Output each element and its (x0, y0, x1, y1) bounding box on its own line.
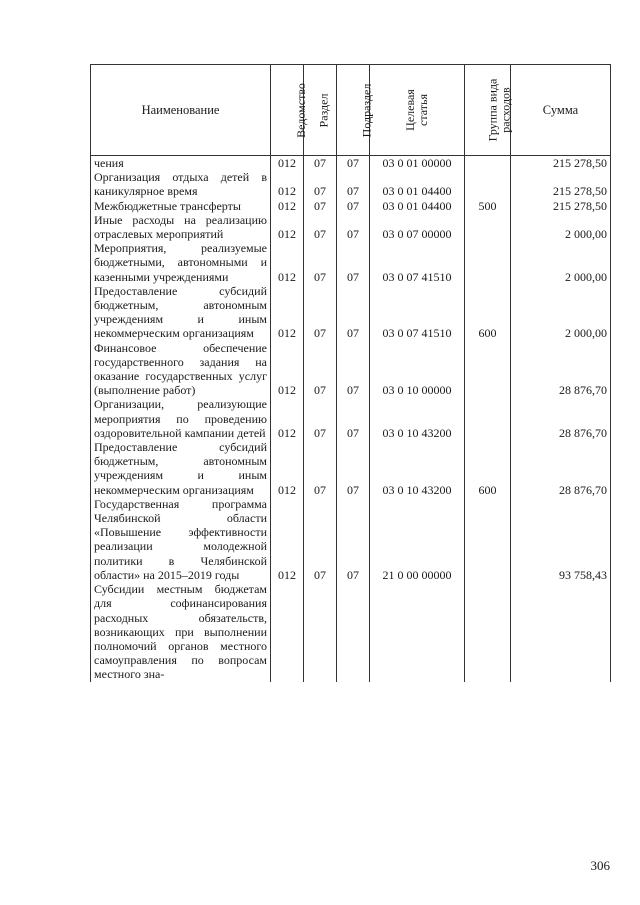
header-name: Наименование (91, 65, 271, 156)
table-row (91, 170, 611, 198)
row-vedomstvo-cell: 012 (271, 241, 304, 284)
row-razdel-cell: 07 (304, 170, 337, 198)
row-podrazdel-cell: 07 (337, 199, 370, 213)
row-celevaya-statya-cell (370, 582, 465, 681)
row-celevaya-statya-cell: 03 0 10 00000 (370, 341, 465, 398)
row-celevaya-statya-cell: 03 0 01 00000 (370, 156, 465, 171)
row-name-cell: Финансовое обеспечение государственного задания на оказание государственных услуг (выполнение работ) (91, 341, 271, 398)
row-name-cell: Организации, реализующие мероприятия по проведению оздоровительной кампании детей (91, 397, 271, 440)
row-vedomstvo-cell: 012 (271, 440, 304, 497)
row-gruppa-vida-cell (465, 397, 511, 440)
header-celevaya-statya: Целевая статья (370, 65, 465, 156)
row-podrazdel-cell: 07 (337, 341, 370, 398)
row-gruppa-vida-cell (465, 582, 511, 681)
row-celevaya-statya-cell: 03 0 01 04400 (370, 199, 465, 213)
row-gruppa-vida-cell: 600 (465, 440, 511, 497)
row-razdel-cell: 07 (304, 440, 337, 497)
row-celevaya-statya-cell: 03 0 07 00000 (370, 213, 465, 241)
row-gruppa-vida-cell (465, 341, 511, 398)
row-vedomstvo-cell (271, 582, 304, 681)
row-celevaya-statya-cell: 03 0 10 43200 (370, 397, 465, 440)
table-row (91, 582, 611, 681)
row-vedomstvo-cell: 012 (271, 199, 304, 213)
budget-table (90, 64, 611, 682)
row-name-cell: Мероприятия, реализуемые бюджетными, автономными и казенными учреждениями (91, 241, 271, 284)
table-row (91, 156, 611, 171)
table-row (91, 440, 611, 497)
row-vedomstvo-cell: 012 (271, 170, 304, 198)
row-summa-cell: 2 000,00 (511, 241, 611, 284)
row-summa-cell: 28 876,70 (511, 440, 611, 497)
row-celevaya-statya-cell: 03 0 07 41510 (370, 241, 465, 284)
row-podrazdel-cell: 07 (337, 397, 370, 440)
row-gruppa-vida-cell: 500 (465, 199, 511, 213)
row-razdel-cell: 07 (304, 284, 337, 341)
row-razdel-cell: 07 (304, 213, 337, 241)
header-podrazdel: Подраздел (337, 65, 370, 156)
row-summa-cell: 28 876,70 (511, 341, 611, 398)
header-summa: Сумма (511, 65, 611, 156)
row-vedomstvo-cell: 012 (271, 397, 304, 440)
header-vedomstvo: Ведомство (271, 65, 304, 156)
table-row (91, 341, 611, 398)
row-gruppa-vida-cell (465, 170, 511, 198)
row-vedomstvo-cell: 012 (271, 497, 304, 582)
row-razdel-cell: 07 (304, 241, 337, 284)
row-name-cell: Межбюджетные трансферты (91, 199, 271, 213)
row-name-cell: Иные расходы на реализацию отраслевых мероприятий (91, 213, 271, 241)
row-summa-cell (511, 582, 611, 681)
header-gruppa-vida-rashodov: Группа вида расходов (465, 65, 511, 156)
row-summa-cell: 2 000,00 (511, 213, 611, 241)
row-podrazdel-cell: 07 (337, 213, 370, 241)
row-podrazdel-cell: 07 (337, 170, 370, 198)
row-vedomstvo-cell: 012 (271, 341, 304, 398)
row-summa-cell: 2 000,00 (511, 284, 611, 341)
table-header-row (91, 65, 611, 156)
row-name-cell: Организация отдыха детей в каникулярное время (91, 170, 271, 198)
row-podrazdel-cell: 07 (337, 156, 370, 171)
table-row (91, 199, 611, 213)
row-razdel-cell: 07 (304, 397, 337, 440)
row-podrazdel-cell: 07 (337, 497, 370, 582)
row-celevaya-statya-cell: 03 0 01 04400 (370, 170, 465, 198)
row-razdel-cell (304, 582, 337, 681)
row-summa-cell: 93 758,43 (511, 497, 611, 582)
row-celevaya-statya-cell: 21 0 00 00000 (370, 497, 465, 582)
row-gruppa-vida-cell (465, 497, 511, 582)
row-name-cell: Субсидии местным бюджетам для софинансирования расходных обязательств, возникающих при выполнении полномочий органов местного самоуправления по вопросам местного зна- (91, 582, 271, 681)
page-number: 306 (590, 858, 610, 873)
row-podrazdel-cell (337, 582, 370, 681)
row-vedomstvo-cell: 012 (271, 213, 304, 241)
row-podrazdel-cell: 07 (337, 440, 370, 497)
header-razdel: Раздел (304, 65, 337, 156)
table-row (91, 397, 611, 440)
table-row (91, 497, 611, 582)
row-name-cell: Предоставление субсидий бюджетным, автономным учреждениям и иным некоммерческим организациям (91, 284, 271, 341)
row-podrazdel-cell: 07 (337, 241, 370, 284)
row-gruppa-vida-cell (465, 213, 511, 241)
row-summa-cell: 28 876,70 (511, 397, 611, 440)
table-row (91, 241, 611, 284)
row-razdel-cell: 07 (304, 199, 337, 213)
row-gruppa-vida-cell (465, 156, 511, 171)
row-razdel-cell: 07 (304, 156, 337, 171)
row-celevaya-statya-cell: 03 0 10 43200 (370, 440, 465, 497)
row-celevaya-statya-cell: 03 0 07 41510 (370, 284, 465, 341)
row-gruppa-vida-cell (465, 241, 511, 284)
row-razdel-cell: 07 (304, 341, 337, 398)
table-row (91, 213, 611, 241)
row-summa-cell: 215 278,50 (511, 156, 611, 171)
row-vedomstvo-cell: 012 (271, 156, 304, 171)
table-row (91, 284, 611, 341)
row-name-cell: Государственная программа Челябинской области «Повышение эффективности реализации молодежной политики в Челябинской области» на 2015–2019 годы (91, 497, 271, 582)
row-podrazdel-cell: 07 (337, 284, 370, 341)
row-vedomstvo-cell: 012 (271, 284, 304, 341)
row-name-cell: чения (91, 156, 271, 171)
row-razdel-cell: 07 (304, 497, 337, 582)
row-gruppa-vida-cell: 600 (465, 284, 511, 341)
row-summa-cell: 215 278,50 (511, 170, 611, 198)
row-name-cell: Предоставление субсидий бюджетным, автономным учреждениям и иным некоммерческим организациям (91, 440, 271, 497)
row-summa-cell: 215 278,50 (511, 199, 611, 213)
